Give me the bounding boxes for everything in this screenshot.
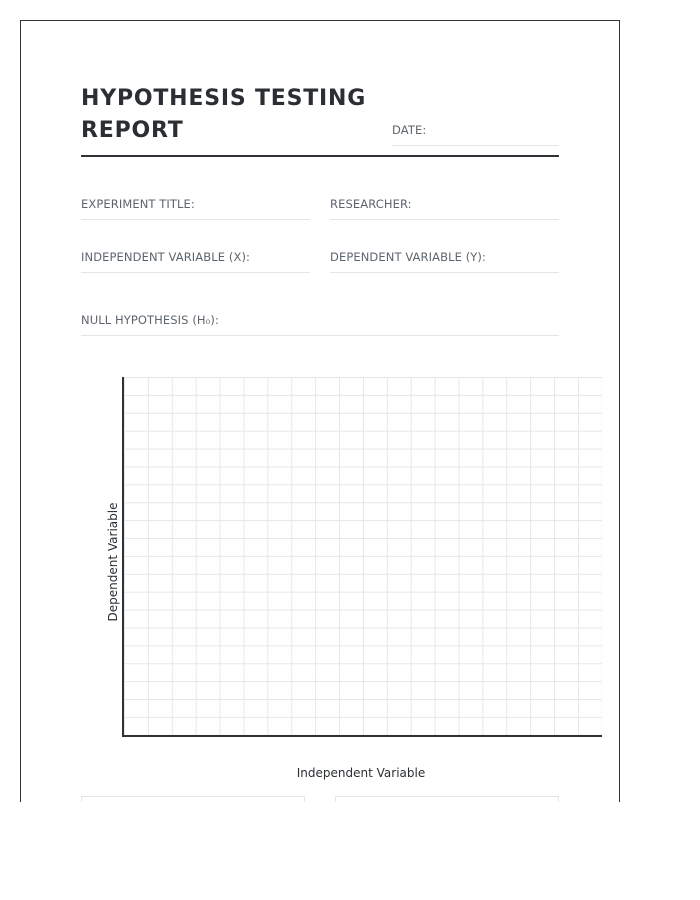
- date-label: DATE:: [392, 123, 427, 137]
- null-hypothesis-field[interactable]: [81, 308, 559, 336]
- researcher-field[interactable]: [330, 192, 559, 220]
- notes-box-right[interactable]: [335, 796, 559, 802]
- independent-variable-field[interactable]: [81, 245, 310, 273]
- experiment-title-label: EXPERIMENT TITLE:: [81, 197, 195, 211]
- y-axis-label: Dependent Variable: [106, 502, 120, 622]
- graph-plot-area[interactable]: [122, 377, 602, 737]
- date-field[interactable]: [392, 118, 559, 146]
- researcher-label: RESEARCHER:: [330, 197, 412, 211]
- notes-box-left[interactable]: [81, 796, 305, 802]
- null-hypothesis-label: NULL HYPOTHESIS (H₀):: [81, 313, 219, 327]
- independent-variable-label: INDEPENDENT VARIABLE (X):: [81, 250, 251, 264]
- dependent-variable-label: DEPENDENT VARIABLE (Y):: [330, 250, 486, 264]
- header-divider: [81, 155, 559, 157]
- dependent-variable-field[interactable]: [330, 245, 559, 273]
- report-title: HYPOTHESIS TESTING REPORT: [81, 86, 367, 143]
- report-sheet: [20, 20, 620, 802]
- x-axis-label: Independent Variable: [296, 766, 426, 780]
- experiment-title-field[interactable]: [81, 192, 310, 220]
